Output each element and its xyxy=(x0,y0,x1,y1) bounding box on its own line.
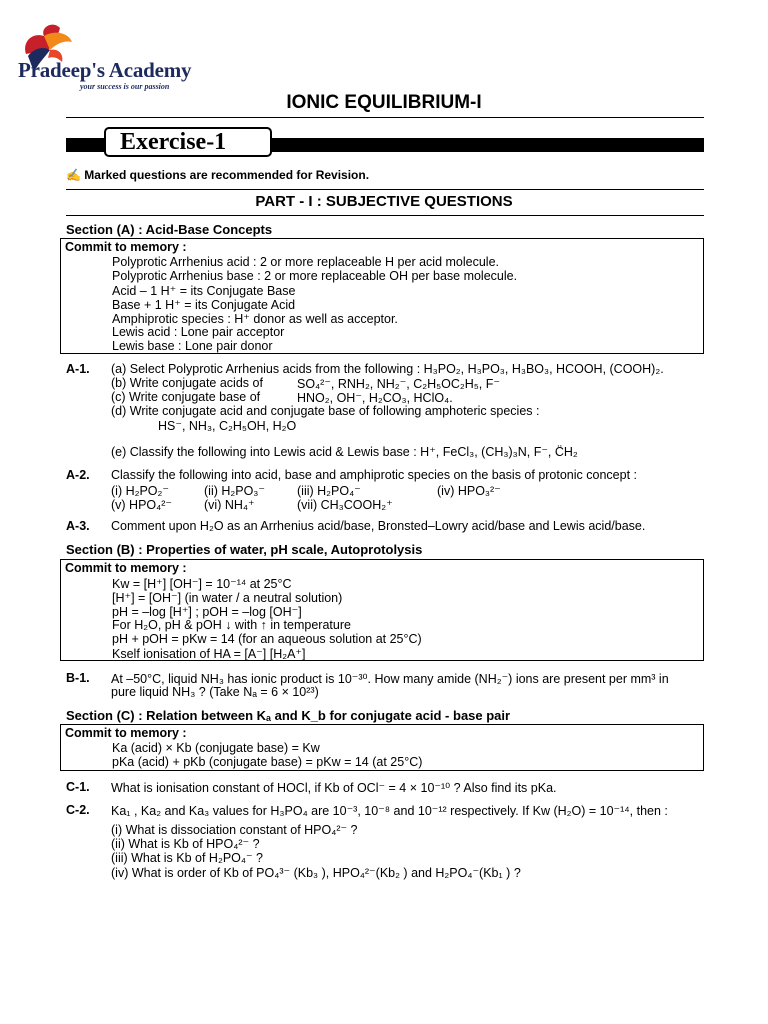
question-a2-item: (iii) H₂PO₄⁻ xyxy=(297,484,361,498)
part-top-divider xyxy=(66,189,704,190)
question-a1-d: (d) Write conjugate acid and conjugate base of following amphoteric species : xyxy=(111,404,540,418)
question-a2-text: Classify the following into acid, base and amphiprotic species on the basis of protonic concept : xyxy=(111,468,637,482)
question-a2-item: (ii) H₂PO₃⁻ xyxy=(204,484,265,498)
question-a2-item: (v) HPO₄²⁻ xyxy=(111,498,172,512)
part-heading: PART - I : SUBJECTIVE QUESTIONS xyxy=(255,193,513,210)
memory-line: Polyprotic Arrhenius base : 2 or more replaceable OH per base molecule. xyxy=(112,269,518,283)
question-c2-item: (iv) What is order of Kb of PO₄³⁻ (Kb₃ ), HPO₄²⁻(Kb₂ ) and H₂PO₄⁻(Kb₁ ) ? xyxy=(111,866,521,880)
question-number-c2: C-2. xyxy=(66,803,90,817)
memory-line: Kself ionisation of HA = [A⁻] [H₂A⁺] xyxy=(112,647,306,661)
memory-line: pH + pOH = pKw = 14 (for an aqueous solution at 25°C) xyxy=(112,632,422,646)
question-a1-c-label: (c) Write conjugate base of xyxy=(111,390,261,404)
question-c2-item: (ii) What is Kb of HPO₄²⁻ ? xyxy=(111,837,260,851)
memory-line: For H₂O, pH & pOH ↓ with ↑ in temperature xyxy=(112,618,351,632)
question-number-a1: A-1. xyxy=(66,362,90,376)
document-title: IONIC EQUILIBRIUM-I xyxy=(286,92,482,113)
revision-note xyxy=(66,168,369,182)
memory-line: Lewis acid : Lone pair acceptor xyxy=(112,325,285,339)
memory-line: Amphiprotic species : H⁺ donor as well as acceptor. xyxy=(112,312,398,326)
section-c-memory-box xyxy=(60,724,704,771)
memory-line: pH = –log [H⁺] ; pOH = –log [OH⁻] xyxy=(112,605,302,619)
question-number-a3: A-3. xyxy=(66,519,90,533)
question-c1-text: What is ionisation constant of HOCl, if Kb of OCl⁻ = 4 × 10⁻¹⁰ ? Also find its pKa. xyxy=(111,781,557,795)
title-divider xyxy=(66,117,704,118)
memory-line: [H⁺] = [OH⁻] (in water / a neutral solution) xyxy=(112,591,343,605)
section-a-heading: Section (A) : Acid-Base Concepts xyxy=(66,222,273,237)
memory-line: Ka (acid) × Kb (conjugate base) = Kw xyxy=(112,741,320,755)
memory-line: Lewis base : Lone pair donor xyxy=(112,339,273,353)
question-number-b1: B-1. xyxy=(66,671,90,685)
question-a1-a: (a) Select Polyprotic Arrhenius acids from the following : H₃PO₂, H₃PO₃, H₃BO₃, HCOOH, (COOH)₂. xyxy=(111,362,664,376)
question-a2-item: (iv) HPO₃²⁻ xyxy=(437,484,501,498)
commit-memory-title: Commit to memory : xyxy=(65,726,187,740)
commit-memory-title: Commit to memory : xyxy=(65,240,187,254)
question-a2-item: (vii) CH₃COOH₂⁺ xyxy=(297,498,393,512)
exercise-label: Exercise-1 xyxy=(104,127,272,157)
memory-line: Kw = [H⁺] [OH⁻] = 10⁻¹⁴ at 25°C xyxy=(112,577,292,591)
question-a1-d-list: HS⁻, NH₃, C₂H₅OH, H₂O xyxy=(158,419,297,433)
question-a2-item: (vi) NH₄⁺ xyxy=(204,498,255,512)
pencil-icon: ✍ xyxy=(66,168,81,182)
question-number-a2: A-2. xyxy=(66,468,90,482)
question-a1-b-label: (b) Write conjugate acids of xyxy=(111,376,263,390)
question-a1-b-list: SO₄²⁻, RNH₂, NH₂⁻, C₂H₅OC₂H₅, F⁻ xyxy=(297,377,500,391)
memory-line: pKa (acid) + pKb (conjugate base) = pKw = 14 (at 25°C) xyxy=(112,755,423,769)
section-b-heading: Section (B) : Properties of water, pH scale, Autoprotolysis xyxy=(66,542,423,557)
revision-note-text: Marked questions are recommended for Revision. xyxy=(84,168,370,182)
question-b1-line2: pure liquid NH₃ ? (Take Nₐ = 6 × 10²³) xyxy=(111,685,319,699)
logo-name: Pradeep's Academy xyxy=(18,58,192,82)
question-b1-line1: At –50°C, liquid NH₃ has ionic product is 10⁻³⁰. How many amide (NH₂⁻) ions are present per mm³ in xyxy=(111,672,669,686)
question-c2-item: (iii) What is Kb of H₂PO₄⁻ ? xyxy=(111,851,264,865)
logo-tagline: your success is our passion xyxy=(80,82,170,91)
question-a1-c-list: HNO₂, OH⁻, H₂CO₃, HClO₄. xyxy=(297,391,453,405)
commit-memory-title: Commit to memory : xyxy=(65,561,187,575)
memory-line: Acid – 1 H⁺ = its Conjugate Base xyxy=(112,284,296,298)
memory-line: Base + 1 H⁺ = its Conjugate Acid xyxy=(112,298,296,312)
section-c-heading: Section (C) : Relation between Kₐ and K_b for conjugate acid - base pair xyxy=(66,708,511,723)
section-a-memory-box xyxy=(60,238,704,354)
question-c2-item: (i) What is dissociation constant of HPO₄²⁻ ? xyxy=(111,823,358,837)
question-a1-e: (e) Classify the following into Lewis acid & Lewis base : H⁺, FeCl₃, (CH₃)₃N, F⁻, C̈H₂ xyxy=(111,445,578,459)
question-a2-item: (i) H₂PO₂⁻ xyxy=(111,484,169,498)
question-a3-text: Comment upon H₂O as an Arrhenius acid/base, Bronsted–Lowry acid/base and Lewis acid/base. xyxy=(111,519,646,533)
question-number-c1: C-1. xyxy=(66,780,90,794)
section-b-memory-box xyxy=(60,559,704,661)
question-c2-text: Ka₁ , Ka₂ and Ka₃ values for H₃PO₄ are 10⁻³, 10⁻⁸ and 10⁻¹² respectively. If Kw (H₂O) = 10⁻¹⁴, then : xyxy=(111,804,668,818)
memory-line: Polyprotic Arrhenius acid : 2 or more replaceable H per acid molecule. xyxy=(112,255,499,269)
part-bottom-divider xyxy=(66,215,704,216)
